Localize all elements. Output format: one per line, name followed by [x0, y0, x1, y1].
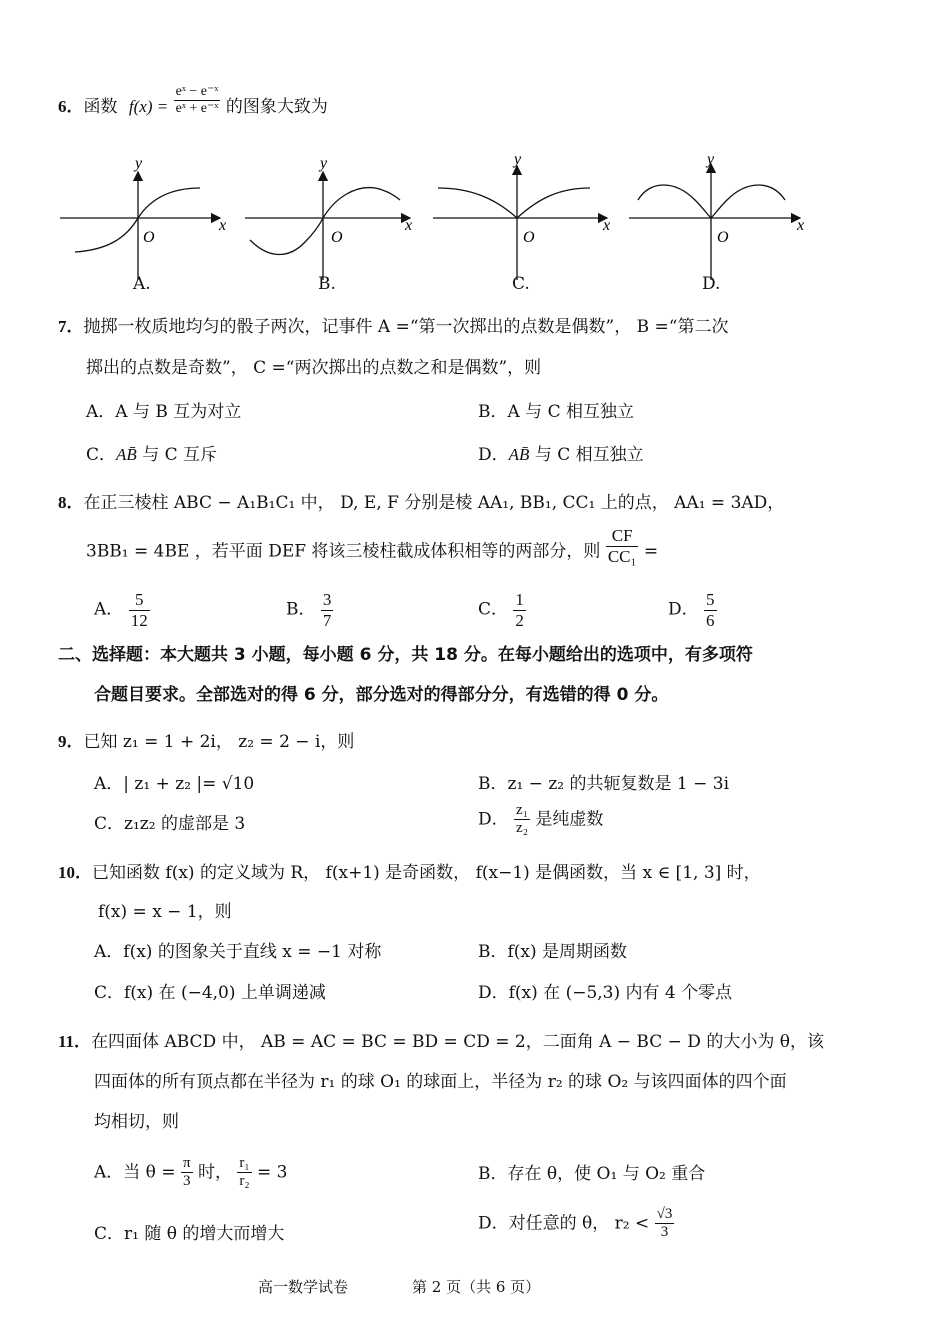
- q8-option-d[interactable]: D． $\frac{5}{6}$: [668, 590, 715, 630]
- svg-text:y: y: [514, 151, 522, 168]
- q11-line1: 11．在四面体 ABCD 中， AB = AC = BC = BD = CD = 2，二面角 A − BC − D 的大小为 θ，该: [58, 1032, 824, 1052]
- q10-line1: 10．已知函数 f(x) 的定义域为 R， f(x+1) 是奇函数， f(x−1) 是偶函数，当 x ∈ [1, 3] 时，: [58, 863, 761, 883]
- q7-option-c[interactable]: C．AB̄ 与 C 互斥: [86, 445, 218, 465]
- footer-page-number: 第 2 页（共 6 页）: [412, 1278, 541, 1296]
- q9-option-d[interactable]: D． $\frac{\text{z₁}}{\text{z₂}}$ 是纯虚数: [478, 802, 604, 837]
- q9-option-c[interactable]: C．z₁z₂ 的虚部是 3: [94, 814, 246, 834]
- q7-option-b[interactable]: B．A 与 C 相互独立: [478, 402, 634, 422]
- section-heading-line2: 合题目要求。全部选对的得 6 分，部分选对的得部分分，有选错的得 0 分。: [94, 685, 669, 705]
- graph-label-b[interactable]: B.: [318, 274, 336, 294]
- q11-line3: 均相切，则: [94, 1112, 179, 1132]
- q7-option-d[interactable]: D．AB̄ 与 C 相互独立: [478, 445, 644, 465]
- q8-line1: 8．在正三棱柱 ABC − A₁B₁C₁ 中， D, E, F 分别是棱 AA₁, BB₁, CC₁ 上的点， AA₁ = 3AD，: [58, 493, 785, 513]
- q11-line2: 四面体的所有顶点都在半径为 r₁ 的球 O₁ 的球面上，半径为 r₂ 的球 O₂ 与该四面体的四个面: [94, 1072, 787, 1092]
- svg-text:O: O: [331, 229, 343, 246]
- q10-line2: f(x) = x − 1，则: [98, 902, 232, 922]
- q8-option-a[interactable]: A． $\frac{5}{12}$: [94, 590, 148, 630]
- svg-text:y: y: [707, 151, 715, 168]
- q7-line2: 掷出的点数是奇数”， C =“两次掷出的点数之和是偶数”，则: [86, 358, 542, 378]
- q11-option-b[interactable]: B．存在 θ，使 O₁ 与 O₂ 重合: [478, 1164, 706, 1184]
- q8-option-b[interactable]: B． $\frac{3}{7}$: [286, 590, 332, 630]
- svg-text:x: x: [405, 217, 413, 234]
- svg-text:O: O: [143, 229, 155, 246]
- svg-text:O: O: [717, 229, 729, 246]
- svg-text:x: x: [603, 217, 611, 234]
- svg-text:O: O: [523, 229, 535, 246]
- svg-text:y: y: [320, 155, 328, 172]
- q8-option-c[interactable]: C． $\frac{1}{2}$: [478, 590, 524, 630]
- svg-text:x: x: [797, 217, 805, 234]
- q10-option-c[interactable]: C．f(x) 在 (−4,0) 上单调递减: [94, 983, 326, 1003]
- q11-option-c[interactable]: C．r₁ 随 θ 的增大而增大: [94, 1224, 285, 1244]
- q11-option-d[interactable]: D．对任意的 θ， r₂ < $\frac{√3}{3}$: [478, 1206, 673, 1241]
- q11-option-a[interactable]: A．当 θ = $\frac{\pi}{3}$ 时， $\frac{\text{r₁}}{\text{r₂}}$ = 3: [94, 1155, 288, 1190]
- graph-label-a[interactable]: A.: [133, 274, 151, 294]
- q10-option-d[interactable]: D．f(x) 在 (−5,3) 内有 4 个零点: [478, 983, 733, 1003]
- q6-stem: 6．函数 f(x) = $\frac{\text{eˣ − e⁻ˣ}}{\text{eˣ + e⁻ˣ}}$ 的图象大致为: [58, 84, 328, 118]
- svg-text:x: x: [219, 217, 227, 234]
- q10-option-b[interactable]: B．f(x) 是周期函数: [478, 942, 628, 962]
- q8-fraction: $\frac{CF}{\text{CC₁}}$: [607, 526, 637, 566]
- graph-c: [433, 151, 610, 280]
- footer-title: 高一数学试卷: [258, 1278, 349, 1296]
- q10-option-a[interactable]: A．f(x) 的图象关于直线 x = −1 对称: [94, 942, 382, 962]
- graph-d: [629, 151, 804, 280]
- q9-stem: 9．已知 z₁ = 1 + 2i， z₂ = 2 − i，则: [58, 732, 355, 752]
- section-heading-line1: 二、选择题：本大题共 3 小题，每小题 6 分，共 18 分。在每小题给出的选项中，有多项符: [58, 645, 753, 665]
- q9-option-a[interactable]: A．| z₁ + z₂ |= √10: [94, 774, 255, 794]
- q7-option-a[interactable]: A．A 与 B 互为对立: [86, 402, 242, 422]
- graph-label-d[interactable]: D.: [702, 274, 721, 294]
- graph-a: [60, 155, 226, 280]
- graph-b: [245, 155, 412, 280]
- q9-option-b[interactable]: B．z₁ − z₂ 的共轭复数是 1 − 3i: [478, 774, 730, 794]
- q7-line1: 7．抛掷一枚质地均匀的骰子两次，记事件 A =“第一次掷出的点数是偶数”， B =“第二次: [58, 317, 729, 337]
- question-number: 6．: [58, 97, 84, 117]
- svg-text:y: y: [135, 155, 143, 172]
- q6-fraction: $\frac{\text{eˣ − e⁻ˣ}}{\text{eˣ + e⁻ˣ}}$: [175, 84, 219, 117]
- q8-line2: 3BB₁ = 4BE ，若平面 DEF 将该三棱柱截成体积相等的两部分，则 $\frac{CF}{\text{CC₁}}$ =: [86, 526, 659, 566]
- graph-label-c[interactable]: C.: [512, 274, 530, 294]
- q6-graph-options: [55, 150, 815, 300]
